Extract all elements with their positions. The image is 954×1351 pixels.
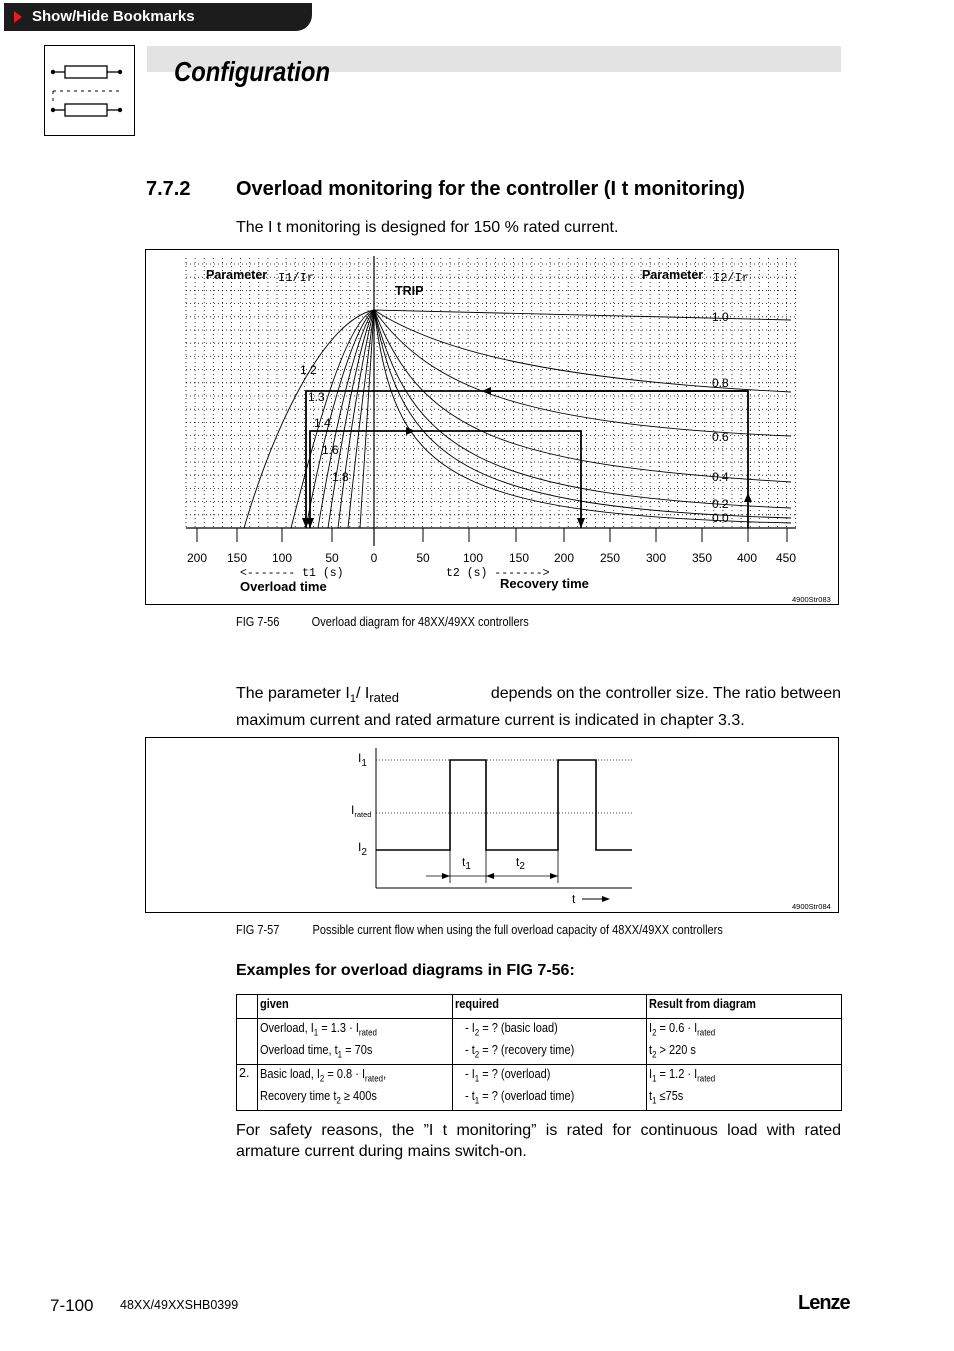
irated-label: $I_{rated}$ xyxy=(351,803,372,819)
table-cell-result: $I_1 = 1.2 \cdot I_{rated}$ $t_1 \le 75s$ xyxy=(647,1065,842,1111)
left-curve-label: 1.3 xyxy=(308,390,325,404)
chapter-icon xyxy=(44,45,135,136)
table-header-required: required xyxy=(452,995,647,1019)
table-cell-num: 2. xyxy=(237,1065,258,1111)
para2-line1-part1: The parameter $I_1/$ $I_{rated}$ xyxy=(236,685,399,706)
para2-line1-part2: depends on the controller size. The ratio between xyxy=(486,685,841,702)
current-flow-diagram xyxy=(145,737,839,913)
x-tick-label: 0 xyxy=(370,551,378,565)
examples-table xyxy=(236,994,842,1111)
i2-label: $I_2$ xyxy=(358,840,367,858)
section-number: 7.7.2 xyxy=(146,178,191,200)
i1-label: $I_1$ xyxy=(358,751,367,769)
t1-axis-label: <------- t1 (s) xyxy=(240,567,344,580)
right-curve-label: 0.2 xyxy=(712,497,729,511)
overload-diagram xyxy=(145,249,839,605)
t1-label: $t_1$ xyxy=(462,855,471,872)
overload-time-label: Overload time xyxy=(240,579,327,594)
x-tick-label: 50 xyxy=(416,551,430,565)
left-curve-label: 1.8 xyxy=(332,470,349,484)
circuit-icon xyxy=(45,46,134,135)
safety-line2: armature current during mains switch-on. xyxy=(236,1143,527,1160)
left-curve-label: 1.2 xyxy=(300,363,317,377)
x-tick-label: 350 xyxy=(691,551,713,565)
table-row xyxy=(237,1065,842,1111)
table-header-row xyxy=(237,995,842,1019)
x-tick-label: 50 xyxy=(325,551,339,565)
x-tick-label: 450 xyxy=(775,551,797,565)
section-title: Overload monitoring for the controller (I t monitoring) xyxy=(236,178,745,200)
right-curve-label: 1.0 xyxy=(712,310,729,324)
right-curve-label: 0.4 xyxy=(712,470,729,484)
t2-label: $t_2$ xyxy=(516,855,525,872)
x-tick-label: 300 xyxy=(645,551,667,565)
x-tick-label: 100 xyxy=(271,551,293,565)
show-hide-bookmarks-button[interactable] xyxy=(4,3,312,31)
table-cell-result: $I_2 = 0.6 \cdot I_{rated}$ $t_2 > 220$ s xyxy=(647,1019,842,1065)
safety-paragraph xyxy=(236,1120,841,1162)
parameter-paragraph xyxy=(236,683,841,731)
current-flow-svg xyxy=(146,738,838,912)
table-cell-required: - $I_1$ = ? (overload) - $t_1$ = ? (overload time) xyxy=(452,1065,647,1111)
table-header-result: Result from diagram xyxy=(647,995,842,1019)
recovery-time-label: Recovery time xyxy=(500,576,589,591)
table-cell-given: Overload, $I_1 = 1.3 \cdot I_{rated}$ Overload time, $t_1 = 70s$ xyxy=(257,1019,452,1065)
trip-label: TRIP xyxy=(395,284,424,298)
fig1-caption-text: Overload diagram for 48XX/49XX controllers xyxy=(311,615,529,629)
bookmark-arrow-icon xyxy=(14,11,22,23)
right-curve-label: 0.0 xyxy=(712,511,729,525)
table-header-num xyxy=(237,995,258,1019)
fig1-caption-number: FIG 7-56 xyxy=(236,615,280,629)
x-tick-label: 400 xyxy=(736,551,758,565)
document-code: 48XX/49XXSHB0399 xyxy=(120,1298,239,1312)
param-left-symbol: I1/Ir xyxy=(278,271,315,285)
table-cell-required: - $I_2$ = ? (basic load) - $t_2$ = ? (recovery time) xyxy=(452,1019,647,1065)
x-tick-label: 150 xyxy=(508,551,530,565)
fig1-caption xyxy=(236,615,529,629)
table-cell-num xyxy=(237,1019,258,1065)
param-left-label: Parameter xyxy=(206,268,268,282)
overload-diagram-svg xyxy=(146,250,838,604)
t-axis-label: t xyxy=(572,892,576,906)
x-tick-label: 200 xyxy=(186,551,208,565)
para2-line2: maximum current and rated armature current is indicated in chapter 3.3. xyxy=(236,712,745,730)
fig2-caption xyxy=(236,923,723,937)
x-tick-label: 250 xyxy=(599,551,621,565)
left-curve-label: 1.4 xyxy=(314,416,331,430)
x-tick-label: 150 xyxy=(226,551,248,565)
left-curve-label: 1.6 xyxy=(322,443,339,457)
param-right-label: Parameter xyxy=(642,268,704,282)
table-header-given: given xyxy=(257,995,452,1019)
safety-line1: For safety reasons, the ”I t monitoring” is rated for continuous load with rated xyxy=(236,1122,841,1139)
intro-text: The I t monitoring is designed for 150 % rated current. xyxy=(236,219,619,236)
x-tick-label: 200 xyxy=(553,551,575,565)
right-curve-label: 0.8 xyxy=(712,376,729,390)
x-tick-label: 100 xyxy=(462,551,484,565)
table-cell-given: Basic load, $I_2 = 0.8 \cdot I_{rated}$, Recovery time $t_2 \ge 400s$ xyxy=(257,1065,452,1111)
param-right-symbol: I2/Ir xyxy=(713,271,750,285)
fig1-id: 4900Str083 xyxy=(792,595,831,604)
fig2-id: 4900Str084 xyxy=(792,902,831,911)
bookmark-label: Show/Hide Bookmarks xyxy=(32,8,195,25)
lenze-logo: Lenze xyxy=(798,1292,850,1314)
fig2-caption-text: Possible current flow when using the full overload capacity of 48XX/49XX controllers xyxy=(312,923,723,937)
table-row xyxy=(237,1019,842,1065)
page-number: 7-100 xyxy=(50,1296,94,1315)
right-curve-label: 0.6 xyxy=(712,430,729,444)
chapter-title: Configuration xyxy=(174,56,331,87)
t2-axis-label: t2 (s) -------> xyxy=(446,567,550,580)
examples-heading: Examples for overload diagrams in FIG 7-56: xyxy=(236,962,575,979)
fig2-caption-number: FIG 7-57 xyxy=(236,923,280,937)
